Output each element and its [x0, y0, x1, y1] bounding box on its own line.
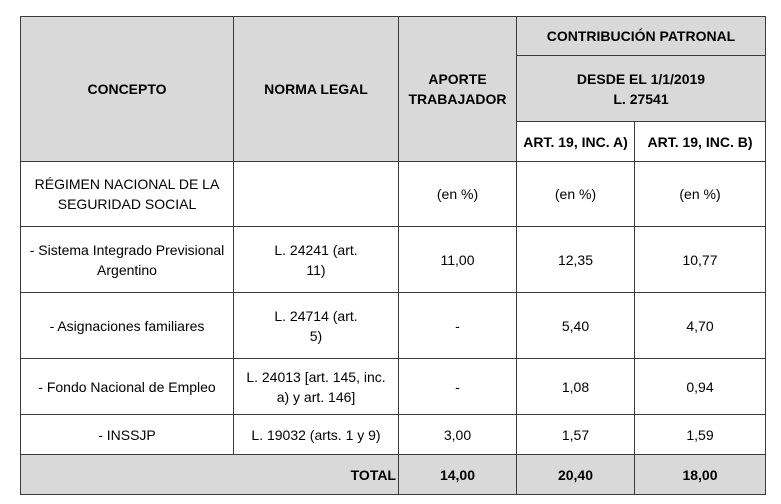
header-art-19-inc-a: ART. 19, INC. A)	[517, 122, 635, 162]
table-row	[21, 359, 766, 415]
header-norma-legal: NORMA LEGAL	[234, 17, 399, 162]
header-art-19-inc-b: ART. 19, INC. B)	[635, 122, 766, 162]
contributions-table	[20, 16, 766, 495]
cell-aporte: -	[399, 293, 517, 359]
cell-inc-a: 12,35	[517, 227, 635, 293]
cell-inc-a: 5,40	[517, 293, 635, 359]
cell-inc-b: 10,77	[635, 227, 766, 293]
total-inc-b: 18,00	[635, 455, 766, 495]
header-desde	[517, 56, 766, 122]
cell-concepto: - Fondo Nacional de Empleo	[21, 359, 234, 415]
header-desde-fecha: DESDE EL 1/1/2019	[576, 70, 706, 87]
cell-concepto: - Asignaciones familiares	[21, 293, 234, 359]
cell-aporte: (en %)	[399, 162, 517, 227]
total-label: TOTAL	[21, 455, 399, 495]
header-ley: L. 27541	[613, 90, 669, 107]
cell-inc-b: 4,70	[635, 293, 766, 359]
cell-inc-b: 0,94	[635, 359, 766, 415]
table-row	[21, 227, 766, 293]
cell-aporte: -	[399, 359, 517, 415]
cell-aporte: 3,00	[399, 415, 517, 455]
cell-concepto: - Sistema Integrado Previsional Argentino	[21, 227, 234, 293]
cell-inc-a: 1,08	[517, 359, 635, 415]
cell-norma: L. 24714 (art. 5)	[234, 293, 399, 359]
table-row	[21, 293, 766, 359]
table-row	[21, 162, 766, 227]
cell-norma: L. 24013 [art. 145, inc. a) y art. 146]	[234, 359, 399, 415]
cell-concepto: - INSSJP	[21, 415, 234, 455]
total-row	[21, 455, 766, 495]
header-aporte-trabajador: APORTE TRABAJADOR	[399, 17, 517, 162]
cell-aporte: 11,00	[399, 227, 517, 293]
cell-norma: L. 24241 (art. 11)	[234, 227, 399, 293]
header-concepto: CONCEPTO	[21, 17, 234, 162]
header-contribucion-patronal: CONTRIBUCIÓN PATRONAL	[517, 17, 766, 56]
cell-inc-a: 1,57	[517, 415, 635, 455]
cell-concepto: RÉGIMEN NACIONAL DE LA SEGURIDAD SOCIAL	[21, 162, 234, 227]
cell-inc-a: (en %)	[517, 162, 635, 227]
cell-inc-b: 1,59	[635, 415, 766, 455]
table-row	[21, 415, 766, 455]
total-aporte: 14,00	[399, 455, 517, 495]
cell-norma: L. 19032 (arts. 1 y 9)	[234, 415, 399, 455]
total-inc-a: 20,40	[517, 455, 635, 495]
cell-norma	[234, 162, 399, 227]
cell-inc-b: (en %)	[635, 162, 766, 227]
